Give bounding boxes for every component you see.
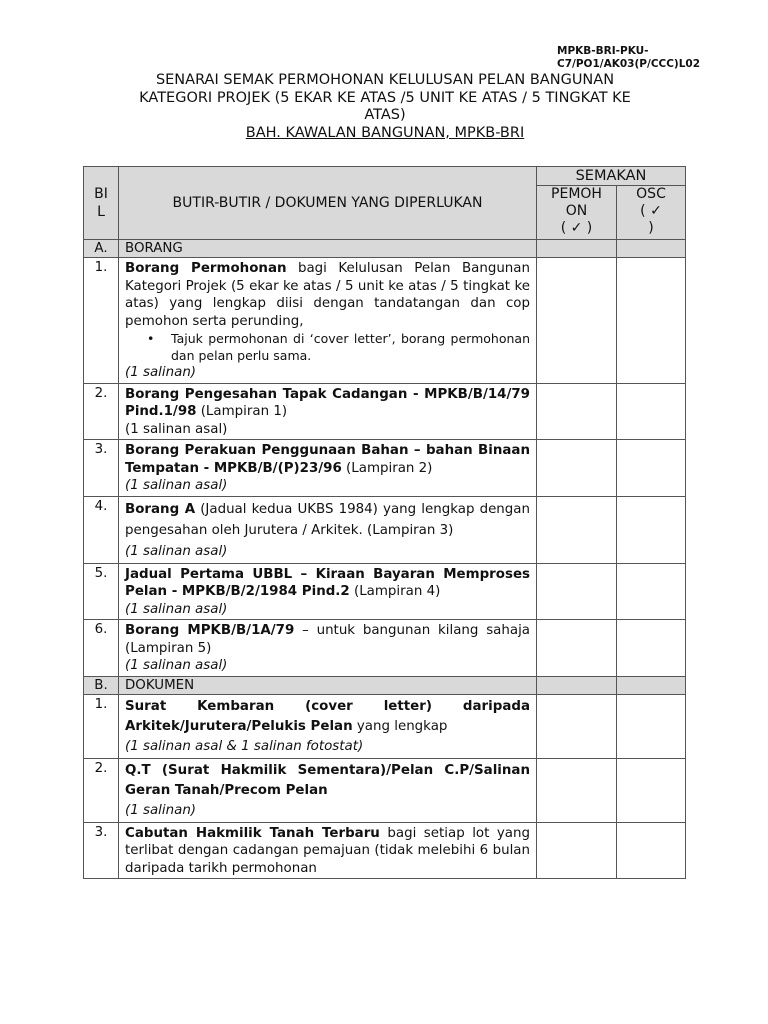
item-title: Borang Perakuan Penggunaan Bahan – bahan Binaan Tempatan - MPKB/B/(P)23/96 — [125, 443, 530, 476]
row-description — [119, 694, 537, 758]
doc-ref-line-2: C7/PO1/AK03(P/CCC)L02 — [557, 58, 701, 70]
copies-note: (1 salinan asal) — [125, 478, 228, 493]
item-text: (Jadual kedua UKBS 1984) yang lengkap dengan pengesahan oleh Jurutera / Arkitek. (Lampiran 3) — [125, 501, 530, 538]
checkbox-osc[interactable] — [617, 258, 686, 384]
checkbox-osc[interactable] — [617, 620, 686, 677]
checkbox-pemohon[interactable] — [537, 563, 617, 620]
item-text: bagi setiap lot yang terlibat dengan cadangan pemajuan (tidak melebihi 6 bulan daripada tarikh permohonan — [125, 825, 531, 876]
checklist-table — [83, 166, 686, 879]
header-bil: BI L — [84, 167, 119, 240]
row-description — [119, 822, 537, 879]
copies-note: (1 salinan asal) — [125, 658, 228, 673]
checkbox-pemohon[interactable] — [537, 496, 617, 563]
item-title: Cabutan Hakmilik Tanah Terbaru — [125, 825, 380, 841]
title-line-2: KATEGORI PROJEK (5 EKAR KE ATAS /5 UNIT KE ATAS / 5 TINGKAT KE — [139, 89, 631, 106]
title-line-1: SENARAI SEMAK PERMOHONAN KELULUSAN PELAN BANGUNAN — [155, 72, 615, 88]
section-name: BORANG — [119, 240, 537, 258]
doc-ref-line-1: MPKB-BRI-PKU- — [557, 45, 649, 57]
header-butir: BUTIR-BUTIR / DOKUMEN YANG DIPERLUKAN — [119, 167, 537, 240]
table-row — [84, 258, 686, 384]
table-row — [84, 694, 686, 758]
copies-note: (1 salinan asal & 1 salinan fotostat) — [125, 738, 364, 754]
check-cell-pemohon — [537, 240, 617, 258]
row-description — [119, 496, 537, 563]
checkbox-osc[interactable] — [617, 563, 686, 620]
table-row — [84, 758, 686, 822]
row-number: 2. — [84, 383, 119, 440]
row-number: 1. — [84, 694, 119, 758]
table-row — [84, 620, 686, 677]
row-number: 3. — [84, 822, 119, 879]
item-text: (Lampiran 4) — [349, 584, 441, 599]
item-text: – untuk bangunan kilang sahaja (Lampiran 5) — [125, 623, 530, 656]
checkbox-osc[interactable] — [617, 822, 686, 879]
item-title: Surat Kembaran (cover letter) daripada Arkitek/Jurutera/Pelukis Pelan — [125, 698, 530, 734]
item-title: Borang A — [125, 501, 196, 517]
check-cell-osc — [617, 240, 686, 258]
bullet-text: Tajuk permohonan di ‘cover letter’, borang permohonan dan pelan perlu sama. — [171, 331, 530, 363]
row-number: 4. — [84, 496, 119, 563]
copies-note: (1 salinan) — [125, 365, 197, 380]
checkbox-pemohon[interactable] — [537, 822, 617, 879]
row-description — [119, 383, 537, 440]
table-row — [84, 496, 686, 563]
document-title — [80, 72, 690, 142]
section-header-borang — [84, 240, 686, 258]
row-description — [119, 563, 537, 620]
document-reference — [557, 45, 700, 71]
checkbox-pemohon[interactable] — [537, 258, 617, 384]
row-number: 6. — [84, 620, 119, 677]
header-pemohon: PEMOH ON ( ✓ ) — [537, 186, 617, 240]
table-row — [84, 822, 686, 879]
checkbox-pemohon[interactable] — [537, 383, 617, 440]
row-description — [119, 258, 537, 384]
table-row — [84, 440, 686, 497]
title-department: BAH. KAWALAN BANGUNAN, MPKB-BRI — [245, 124, 525, 141]
item-text: bagi Kelulusan Pelan Bangunan Kategori Projek (5 ekar ke atas / 5 unit ke atas / 5 tingkat ke atas) yang lengkap diisi dengan tandatangan dan cop pemohon serta perunding, — [125, 261, 530, 329]
item-title: Borang Permohonan — [125, 261, 287, 276]
checkbox-pemohon[interactable] — [537, 440, 617, 497]
row-description — [119, 440, 537, 497]
row-description — [119, 620, 537, 677]
checkbox-osc[interactable] — [617, 383, 686, 440]
row-number: 3. — [84, 440, 119, 497]
header-osc: OSC ( ✓ ) — [617, 186, 686, 240]
section-header-dokumen — [84, 676, 686, 694]
item-title: Borang Pengesahan Tapak Cadangan - MPKB/B/14/79 Pind.1/98 — [125, 386, 530, 419]
checkbox-osc[interactable] — [617, 694, 686, 758]
item-text: (Lampiran 2) — [341, 460, 433, 476]
checkbox-pemohon[interactable] — [537, 758, 617, 822]
item-title: Jadual Pertama UBBL – Kiraan Bayaran Memproses Pelan - MPKB/B/2/1984 Pind.2 — [125, 566, 530, 599]
bullet-item: • Tajuk permohonan di ‘cover letter’, borang permohonan dan pelan perlu sama. — [147, 331, 530, 363]
item-title: Borang MPKB/B/1A/79 — [125, 623, 295, 638]
section-code: B. — [84, 676, 119, 694]
item-text: yang lengkap — [352, 718, 448, 734]
checkbox-osc[interactable] — [617, 758, 686, 822]
copies-note: (1 salinan asal) — [125, 543, 228, 559]
check-cell-pemohon — [537, 676, 617, 694]
item-text: (Lampiran 1) — [196, 404, 288, 419]
copies-note: (1 salinan asal) — [125, 421, 228, 437]
header-semakan: SEMAKAN — [537, 167, 686, 186]
row-description — [119, 758, 537, 822]
check-cell-osc — [617, 676, 686, 694]
item-title: Q.T (Surat Hakmilik Sementara)/Pelan C.P/Salinan Geran Tanah/Precom Pelan — [125, 762, 530, 798]
checkbox-osc[interactable] — [617, 496, 686, 563]
section-name: DOKUMEN — [119, 676, 537, 694]
checkbox-pemohon[interactable] — [537, 694, 617, 758]
section-code: A. — [84, 240, 119, 258]
copies-note: (1 salinan asal) — [125, 601, 228, 617]
checkbox-osc[interactable] — [617, 440, 686, 497]
row-number: 2. — [84, 758, 119, 822]
table-row — [84, 563, 686, 620]
title-line-3: ATAS) — [364, 107, 406, 123]
row-number: 5. — [84, 563, 119, 620]
checkbox-pemohon[interactable] — [537, 620, 617, 677]
table-row — [84, 383, 686, 440]
row-number: 1. — [84, 258, 119, 384]
copies-note: (1 salinan) — [125, 802, 197, 818]
